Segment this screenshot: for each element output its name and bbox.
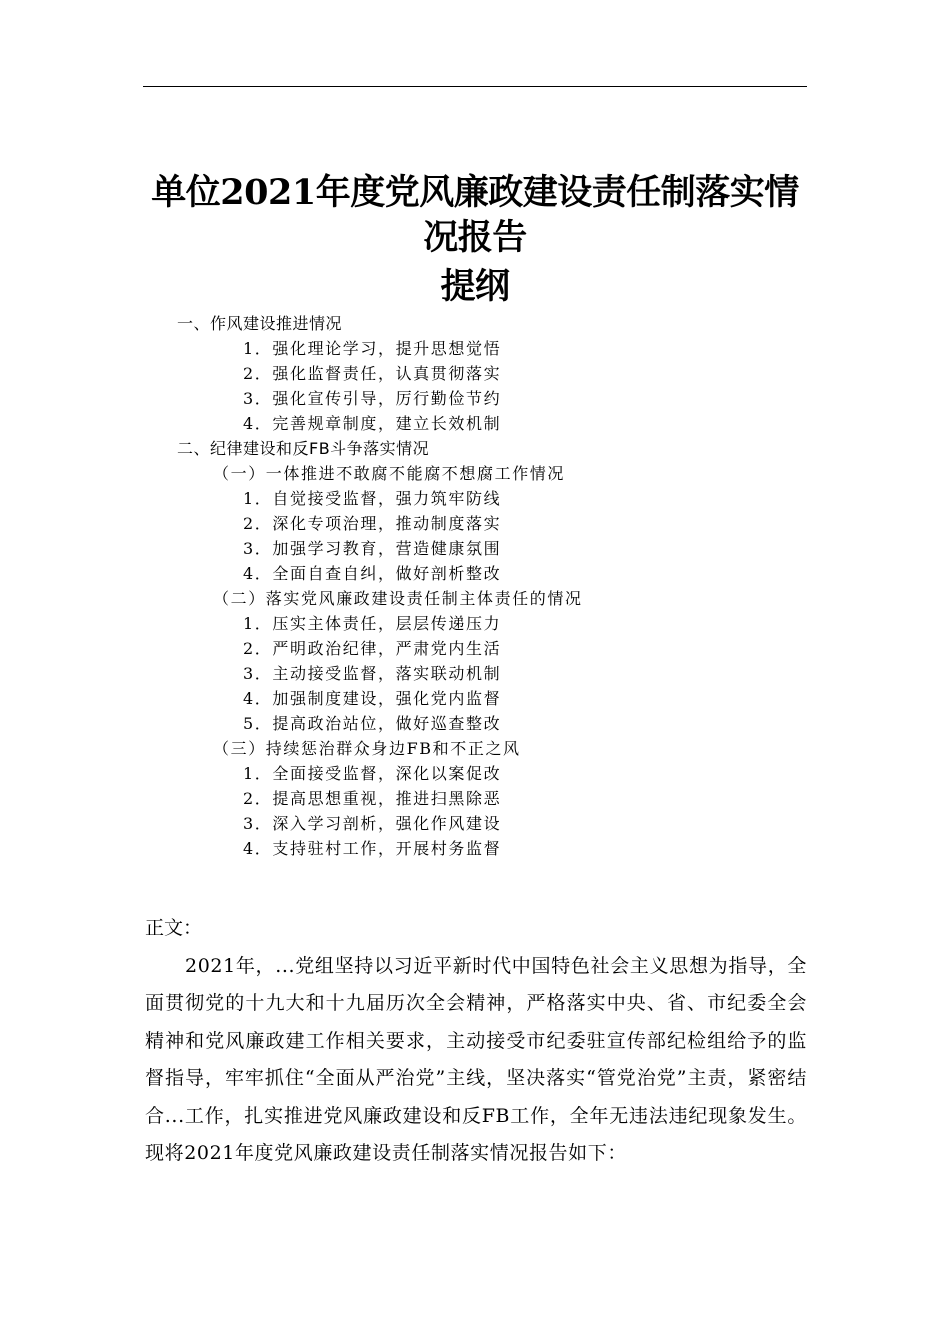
outline-heading: 提纲 bbox=[440, 266, 510, 307]
outline-item: 1．强化理论学习，提升思想觉悟 bbox=[243, 339, 502, 358]
outline-list bbox=[0, 311, 950, 861]
outline-item: 3．深入学习剖析，强化作风建设 bbox=[243, 814, 502, 833]
outline-item: 5．提高政治站位，做好巡查整改 bbox=[243, 714, 502, 733]
document-title-line-2: 况报告 bbox=[423, 217, 527, 258]
outline-item: 二、纪律建设和反FB斗争落实情况 bbox=[177, 439, 430, 458]
outline-item: 1．自觉接受监督，强力筑牢防线 bbox=[243, 489, 502, 508]
outline-item: （二）落实党风廉政建设责任制主体责任的情况 bbox=[213, 589, 583, 608]
outline-item: 4．支持驻村工作，开展村务监督 bbox=[243, 839, 502, 858]
body-paragraph: 2021年，...党组坚持以习近平新时代中国特色社会主义思想为指导，全面贯彻党的十九大和十九届历次全会精神，严格落实中央、省、市纪委全会精神和党风廉政建工作相关要求，主动接受市纪委驻宣传部纪检组给予的监督指导，牢牢抓住“全面从严治党”主线，坚决落实“管党治党”主责，紧密结合...工作，扎实推进党风廉政建设和反FB工作，全年无违法违纪现象发生。现将2021年度党风廉政建设责任制落实情况报告如下： bbox=[145, 955, 807, 1165]
outline-item: 2．提高思想重视，推进扫黑除恶 bbox=[243, 789, 502, 808]
outline-item: 4．完善规章制度，建立长效机制 bbox=[243, 414, 502, 433]
outline-item: 2．强化监督责任，认真贯彻落实 bbox=[243, 364, 502, 383]
document-title-line-1: 单位2021年度党风廉政建设责任制落实情 bbox=[151, 172, 799, 213]
body-label: 正文： bbox=[145, 917, 203, 939]
outline-item: 3．主动接受监督，落实联动机制 bbox=[243, 664, 502, 683]
outline-item: （三）持续惩治群众身边FB和不正之风 bbox=[213, 739, 521, 758]
outline-item: 1．压实主体责任，层层传递压力 bbox=[243, 614, 502, 633]
outline-item: 1．全面接受监督，深化以案促改 bbox=[243, 764, 502, 783]
outline-item: 一、作风建设推进情况 bbox=[177, 314, 343, 333]
outline-item: 4．加强制度建设，强化党内监督 bbox=[243, 689, 502, 708]
outline-item: 4．全面自查自纠，做好剖析整改 bbox=[243, 564, 502, 583]
outline-item: 2．严明政治纪律，严肃党内生活 bbox=[243, 639, 502, 658]
header-rule bbox=[143, 86, 807, 87]
outline-item: （一）一体推进不敢腐不能腐不想腐工作情况 bbox=[213, 464, 566, 483]
outline-item: 2．深化专项治理，推动制度落实 bbox=[243, 514, 502, 533]
outline-item: 3．加强学习教育，营造健康氛围 bbox=[243, 539, 502, 558]
outline-item: 3．强化宣传引导，厉行勤俭节约 bbox=[243, 389, 502, 408]
